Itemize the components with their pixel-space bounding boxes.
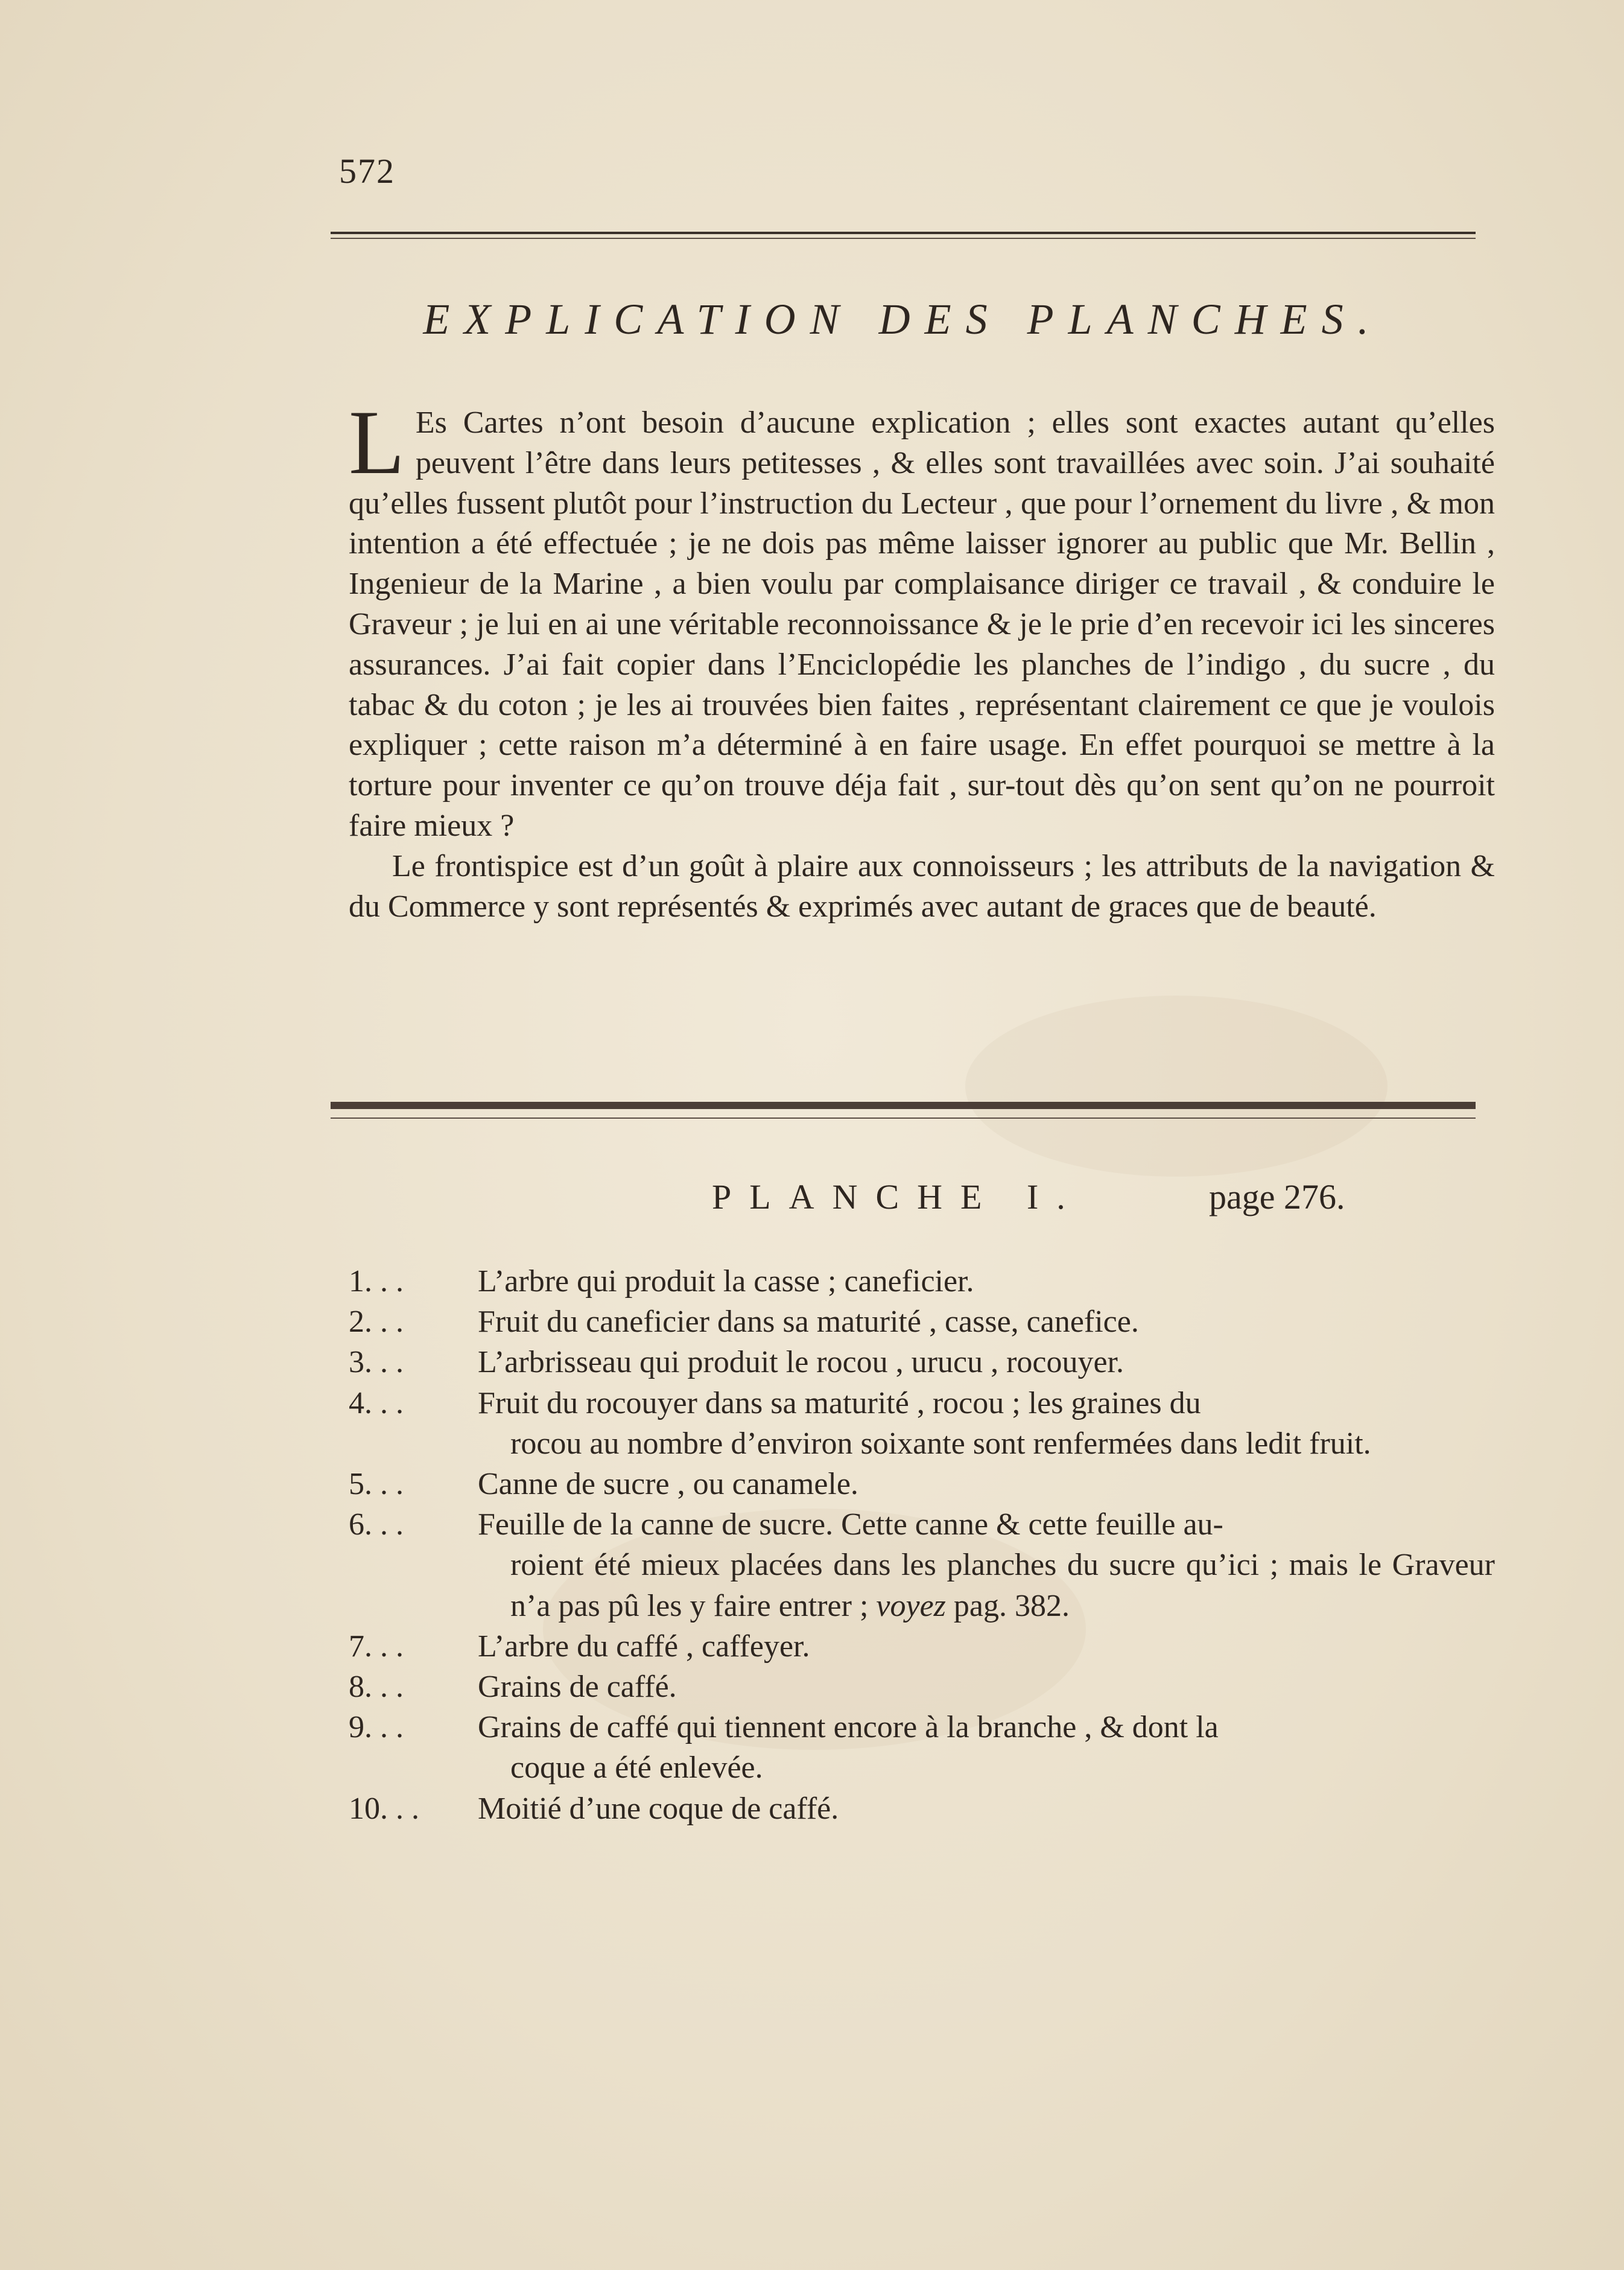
item-number: 8. . . (349, 1670, 404, 1705)
item-continuation-italic: voyez (876, 1588, 946, 1623)
drop-cap: L (349, 392, 405, 493)
item-number: 3. . . (349, 1345, 404, 1380)
item-continuation-after: pag. 382. (953, 1588, 1070, 1623)
plate-item-list (349, 1261, 1495, 1829)
item-text: Moitié d’une coque de caffé. (478, 1791, 839, 1826)
section-divider-thin (331, 1118, 1476, 1119)
item-text: L’arbre du caffé , caffeyer. (478, 1629, 810, 1664)
header-rule (331, 232, 1476, 234)
item-text: L’arbrisseau qui produit le rocou , urucu , rocouyer. (478, 1345, 1124, 1380)
item-continuation-text: coque a été enlevée. (510, 1750, 763, 1785)
plate-page-reference: page 276. (1209, 1177, 1345, 1216)
intro-paragraph-1-text: Es Cartes n’ont besoin d’aucune explication ; elles sont exactes autant qu’elles peuvent l’être dans leurs petitesses , & elles sont travaillées avec soin. J’ai souhaité qu’elles fussent plutôt pour l’instruction du Lecteur , que pour l’ornement du livre , & mon intention a été effectuée ; je ne dois pas même laisser ignorer au public que Mr. Bellin , Ingenieur de la Marine , a bien voulu par complaisance diriger ce travail , & conduire le Graveur ; je lui en ai une véritable reconnoissance & je le prie d’en recevoir ici les sinceres assurances. J’ai fait copier dans l’Enciclopédie les planches de l’indigo , du sucre , du tabac & du coton ; je les ai trouvées bien faites , représentant clairement ce que je voulois expliquer ; cette raison m’a déterminé à en faire usage. En effet pourquoi se mettre à la torture pour inventer ce qu’on trouve déja fait , sur-tout dès qu’on sent qu’on ne pourroit faire mieux ? (349, 405, 1495, 843)
page-title: EXPLICATION DES PLANCHES. (423, 295, 1383, 343)
item-number: 2. . . (349, 1305, 404, 1340)
list-item (349, 1342, 1495, 1382)
section-divider (331, 1102, 1476, 1109)
item-number: 4. . . (349, 1385, 404, 1420)
intro-paragraph-1 (349, 392, 1495, 847)
item-continuation (478, 1423, 1495, 1464)
intro-text (349, 392, 1495, 927)
list-item (349, 1464, 1495, 1504)
list-item (349, 1302, 1495, 1342)
list-item (349, 1788, 1495, 1829)
item-text: Grains de caffé. (478, 1670, 677, 1705)
list-item (349, 1707, 1495, 1788)
item-continuation-text: roient été mieux placées dans les planches du sucre qu’ici ; mais le Graveur n’a pas pû les y faire entrer ; (510, 1548, 1495, 1623)
list-item (349, 1626, 1495, 1667)
header-rule-thin (331, 238, 1476, 239)
item-number: 7. . . (349, 1629, 404, 1664)
page-number: 572 (339, 151, 395, 191)
item-text: Grains de caffé qui tiennent encore à la branche , & dont la (478, 1710, 1219, 1745)
list-item (349, 1667, 1495, 1707)
item-number: 10. . . (349, 1791, 419, 1826)
item-continuation (478, 1747, 1495, 1788)
plate-header (331, 1177, 1476, 1225)
list-item (349, 1261, 1495, 1302)
item-text: Fruit du rocouyer dans sa maturité , rocou ; les graines du (478, 1385, 1201, 1420)
item-text: Feuille de la canne de sucre. Cette canne & cette feuille au- (478, 1507, 1223, 1542)
item-number: 9. . . (349, 1710, 404, 1745)
item-number: 6. . . (349, 1507, 404, 1542)
intro-paragraph-2: Le frontispice est d’un goût à plaire aux connoisseurs ; les attributs de la navigation & du Commerce y sont représentés & exprimés avec autant de graces que de beauté. (349, 848, 1495, 924)
plate-title: PLANCHE I. (712, 1177, 1083, 1216)
item-text: Canne de sucre , ou canamele. (478, 1467, 858, 1502)
item-text: L’arbre qui produit la casse ; caneficier. (478, 1264, 974, 1299)
paper-stain (965, 996, 1388, 1177)
item-continuation-text: rocou au nombre d’environ soixante sont renfermées dans ledit fruit. (510, 1426, 1371, 1461)
list-item (349, 1504, 1495, 1626)
item-text: Fruit du caneficier dans sa maturité , casse, canefice. (478, 1305, 1139, 1340)
item-number: 5. . . (349, 1467, 404, 1502)
item-number: 1. . . (349, 1264, 404, 1299)
item-continuation (478, 1545, 1495, 1626)
list-item (349, 1383, 1495, 1464)
